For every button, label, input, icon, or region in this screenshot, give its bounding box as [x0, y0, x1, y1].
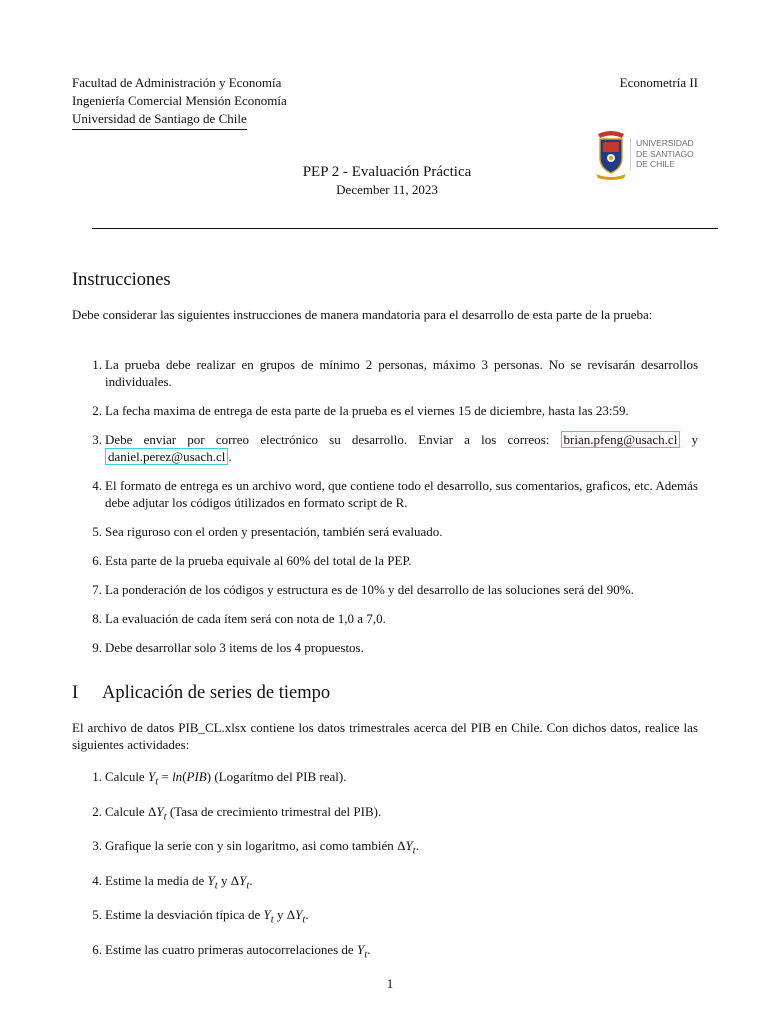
institution-header	[72, 74, 287, 130]
list-item: 6. Esta parte de la prueba equivale al 60% del total de la PEP.	[92, 553, 412, 568]
university-line: Universidad de Santiago de Chile	[72, 110, 247, 130]
activities-list	[72, 768, 698, 976]
math-formula: $Y_t$	[147, 769, 159, 788]
math-formula: $Y_t$	[405, 838, 416, 857]
math-formula: $Y_t$	[207, 872, 218, 892]
list-item: 2. La fecha maxima de entrega de esta parte de la prueba es el viernes 15 de diciembre, hasta las 23:59.	[92, 403, 629, 418]
list-item: 3. Debe enviar por correo electrónico su desarrollo. Enviar a los correos: brian.pfeng@usach.cl y daniel.perez@usach.cl .	[92, 432, 699, 464]
list-item: 1. Calcule $Y_t = \ln(PIB)$ (Logarítmo del PIB real).	[92, 769, 347, 788]
section-heading	[72, 681, 330, 705]
list-item: 4. El formato de entrega es un archivo word, que contiene todo el desarrollo, sus comentarios, graficos, etc. Además debe adjutar los códigos útilizados en formato script de R.	[92, 478, 698, 510]
document-title: PEP 2 - Evaluación Práctica	[302, 164, 472, 180]
faculty-line: Facultad de Administración y Economía	[72, 75, 282, 90]
instructions-list	[72, 356, 698, 656]
email-link-brian[interactable]: brian.pfeng@usach.cl	[561, 431, 681, 448]
list-item: 1. La prueba debe realizar en grupos de mínimo 2 personas, máximo 3 personas. No se revisarán desarrollos individuales.	[92, 357, 698, 389]
section-title: Aplicación de series de tiempo	[102, 683, 331, 703]
course-name: Econometría II	[619, 75, 698, 90]
list-item: 7. La ponderación de los códigos y estructura es de 10% y del desarrollo de las soluciones será del 90%.	[92, 582, 634, 597]
section-intro: El archivo de datos PIB_CL.xlsx contiene los datos trimestrales acerca del PIB en Chile. Con dichos datos, realice las siguientes actividades:	[72, 720, 698, 752]
document-date: December 11, 2023	[336, 182, 438, 197]
list-item: 8. La evaluación de cada ítem será con nota de 1,0 a 7,0.	[92, 611, 386, 626]
math-formula: $Y_t$	[356, 941, 368, 961]
list-item: 5. Estime la desviación típica de $Y_t$ y $\Delta Y_t$.	[92, 907, 309, 926]
page-number: 1	[386, 976, 394, 991]
list-item: 3. Grafique la serie con y sin logaritmo, asi como también $\Delta Y_t$.	[92, 838, 419, 857]
list-item: 5. Sea riguroso con el orden y presentación, también será evaluado.	[92, 524, 443, 539]
instructions-heading: Instrucciones	[72, 270, 171, 290]
logo-wordmark: UNIVERSIDAD DE SANTIAGO DE CHILE	[630, 138, 694, 170]
title-divider	[92, 228, 718, 229]
math-formula: $Y_t$	[156, 803, 167, 823]
list-item: 6. Estime las cuatro primeras autocorrelaciones de $Y_t$.	[92, 941, 371, 961]
email-link-daniel[interactable]: daniel.perez@usach.cl	[105, 448, 228, 465]
list-item: 9. Debe desarrollar solo 3 items de los 4 propuestos.	[92, 640, 364, 655]
list-item: 2. Calcule $\Delta Y_t$ (Tasa de crecimiento trimestral del PIB).	[92, 803, 382, 823]
title-block	[0, 162, 768, 198]
program-line: Ingeniería Comercial Mensión Economía	[72, 93, 287, 108]
math-formula: $Y_t$	[263, 907, 274, 926]
list-item: 4. Estime la media de $Y_t$ y $\Delta Y_t$.	[92, 872, 253, 892]
section-number: I	[72, 683, 79, 703]
instructions-intro: Debe considerar las siguientes instrucciones de manera mandatoria para el desarrollo de esta parte de la prueba:	[72, 307, 653, 322]
